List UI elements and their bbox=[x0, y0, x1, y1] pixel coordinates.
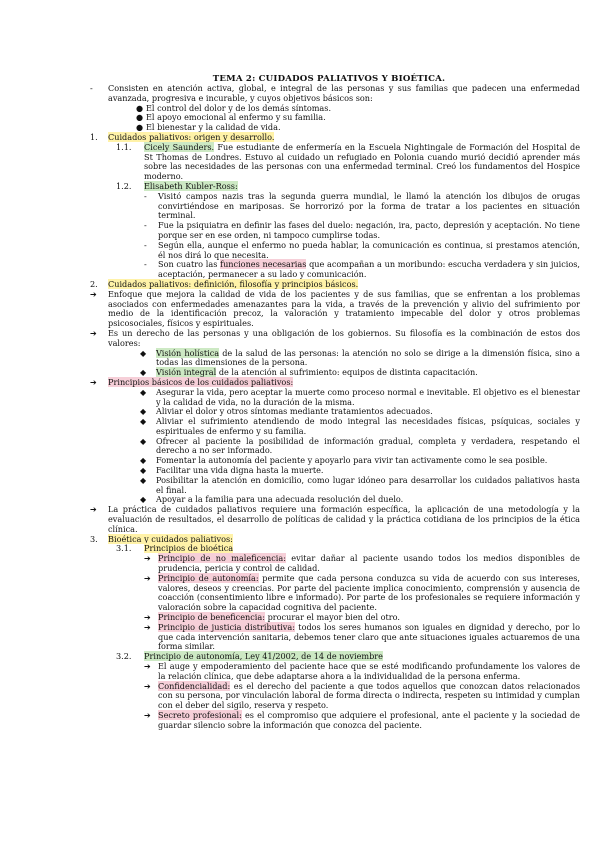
subsection-1-2-name: Elisabeth Kubler-Ross: bbox=[144, 180, 238, 191]
list-item: ● El control del dolor y de los demás síntomas. bbox=[136, 102, 332, 113]
section-1-title: Cuidados paliativos: origen y desarrollo. bbox=[108, 131, 275, 142]
list-item: ◆ Aliviar el dolor y otros síntomas mediante tratamientos adecuados. bbox=[140, 406, 433, 417]
subsection-1-1: 1.1. Cicely Saunders. Fue estudiante de enfermería en la Escuela Nightingale de Formación del Hospital de St Thomas de Londres. Estuvo al cuidado un refugiado en Polonia cuando murió decidió aprender más sobre las necesidades de las personas con una enfermedad terminal. Creó los fundamentos del Hospice moderno. bbox=[116, 141, 581, 182]
section-3-title: Bioética y cuidados paliativos: bbox=[108, 533, 233, 544]
subsection-3-2: 3.2. Principio de autonomía, Ley 41/2002, de 14 de noviembre bbox=[116, 651, 383, 662]
list-item: ◆ Apoyar a la familia para una adecuada resolución del duelo. bbox=[140, 494, 404, 505]
section-2-title: Cuidados paliativos: definición, filosofía y principios básicos. bbox=[108, 278, 359, 289]
section-2-paragraph-1: ➔ Enfoque que mejora la calidad de vida de los pacientes y de sus familias, que se enfrentan a los problemas asociados con enfermedades amenazantes para la vida, a través de la prevención y alivio del sufrimiento por medio de la identificación precoz, la valoración y tratamiento impecable del dolor y otros problemas psicosociales, físicos y espirituales. bbox=[90, 288, 580, 329]
list-item: ● El bienestar y la calidad de vida. bbox=[136, 122, 281, 133]
subsection-3-1: 3.1. Principios de bioética bbox=[116, 543, 234, 554]
list-item: ➔ Principio de justicia distributiva: todos los seres humanos son iguales en dignidad y derecho, por lo que cada intervención sanitaria, debemos tener claro que ante situaciones iguales actuaremos de una forma similar. bbox=[144, 621, 581, 652]
dash-marker: - bbox=[90, 83, 93, 93]
section-1-heading: 1. Cuidados paliativos: origen y desarrollo. bbox=[90, 131, 275, 142]
list-item: ◆ Asegurar la vida, pero aceptar la muerte como proceso normal e inevitable. El objetivo es el bienestar y la calidad de vida, no la duración de la misma. bbox=[140, 386, 580, 407]
list-item: ➔ Principio de autonomía: permite que cada persona conduzca su vida de acuerdo con sus intereses, valores, deseos y creencias. Por parte del paciente implica conocimiento, comprensión y ausencia de coacción (consentimiento libre e informado). Por parte de los profesionales se requiere información y valoración sobre la capacidad cognitiva del paciente. bbox=[144, 572, 580, 613]
subsection-1-2: 1.2. Elisabeth Kubler-Ross: bbox=[116, 180, 238, 191]
section-2-paragraph-2: ➔ Es un derecho de las personas y una obligación de los gobiernos. Su filosofía es la combinación de estos dos valores: bbox=[90, 327, 580, 348]
principles-heading: ➔ Principios básicos de los cuidados paliativos: bbox=[90, 376, 294, 387]
list-item: ◆ Visión integral de la atención al sufrimiento: equipos de distinta capacitación. bbox=[140, 367, 478, 378]
principles-list bbox=[78, 388, 580, 506]
list-item: ◆ Posibilitar la atención en domicilio, como lugar idóneo para desarrollar los cuidados paliativos hasta el final. bbox=[140, 474, 580, 495]
autonomy-list bbox=[78, 662, 580, 731]
values-list bbox=[78, 349, 580, 378]
intro-text: Consisten en atención activa, global, e integral de las personas y sus familias que padecen una enfermedad avanzada, progresiva e incurable, y cuyos objetivos básicos son: bbox=[108, 83, 580, 103]
list-item: ➔ Principio de no maleficencia: evitar dañar al paciente usando todos los medios disponibles de prudencia, pericia y control de calidad. bbox=[144, 553, 580, 574]
bioethics-principles-list bbox=[78, 554, 580, 652]
list-item: - Visitó campos nazis tras la segunda guerra mundial, le llamó la atención los dibujos de orugas convirtiéndose en mariposas. Se horrorizó por la forma de tratar a los pacientes en situación terminal. bbox=[144, 190, 580, 221]
intro-bullets bbox=[78, 104, 580, 133]
list-item: ◆ Aliviar el sufrimiento atendiendo de modo integral las necesidades físicas, psíquicas, sociales y espirituales de enfermo y su familia. bbox=[140, 416, 580, 436]
list-item: ➔ Secreto profesional: es el compromiso que adquiere el profesional, ante el paciente y la sociedad de guardar silencio sobre la información que conozca del paciente. bbox=[144, 710, 580, 730]
list-item: ➔ El auge y empoderamiento del paciente hace que se esté modificando profundamente los valores de la relación clínica, que debe adaptarse ahora a la individualidad de la persona enferma. bbox=[144, 661, 580, 681]
list-item: - Son cuatro las funciones necesarias que acompañan a un moribundo: escucha verdadera y sin juicios, aceptación, permanecer a su lado y comunicación. bbox=[144, 259, 580, 280]
section-3-heading: 3. Bioética y cuidados paliativos: bbox=[90, 533, 233, 544]
list-item: - Fue la psiquiatra en definir las fases del duelo: negación, ira, pacto, depresión y aceptación. No tiene porque ser en ese orden, ni tampoco cumplirse todas. bbox=[144, 220, 580, 240]
list-item: ● El apoyo emocional al enfermo y su familia. bbox=[136, 112, 326, 123]
list-item: ◆ Visión holística de la salud de las personas: la atención no solo se dirige a la dimensión física, sino a todas las dimensiones de la persona. bbox=[140, 347, 580, 368]
list-item: ◆ Facilitar una vida digna hasta la muerte. bbox=[140, 465, 324, 476]
page-title: TEMA 2: CUIDADOS PALIATIVOS Y BIOÉTICA. bbox=[212, 74, 446, 84]
list-item: ➔ Confidencialidad: es el derecho del paciente a que todos aquellos que conozcan datos relacionados con su persona, por vinculación laboral de forma directa o indirecta, respeten su intimidad y cumplan con el deber del sigilo, reserva y respeto. bbox=[144, 680, 580, 711]
list-item: ◆ Fomentar la autonomía del paciente y apoyarlo para vivir tan activamente como le sea posible. bbox=[140, 455, 548, 466]
section-2-paragraph-3: ➔ La práctica de cuidados paliativos requiere una formación específica, la aplicación de una metodología y la evaluación de resultados, el desarrollo de políticas de calidad y la práctica cotidiana de los principios de la ética clínica. bbox=[90, 504, 580, 534]
list-item: - Según ella, aunque el enfermo no pueda hablar, la comunicación es continua, si prestamos atención, él nos dirá lo que necesita. bbox=[144, 239, 580, 260]
list-item: ◆ Ofrecer al paciente la posibilidad de información gradual, completa y verdadera, respetando el derecho a no ser informado. bbox=[140, 435, 580, 456]
section-2-heading: 2. Cuidados paliativos: definición, filosofía y principios básicos. bbox=[90, 278, 359, 289]
list-item: ➔ Principio de beneficencia: procurar el mayor bien del otro. bbox=[144, 612, 401, 623]
subsection-1-1-name: Cicely Saunders. bbox=[144, 141, 215, 152]
intro-paragraph bbox=[78, 84, 580, 104]
kubler-ross-list bbox=[78, 192, 580, 280]
